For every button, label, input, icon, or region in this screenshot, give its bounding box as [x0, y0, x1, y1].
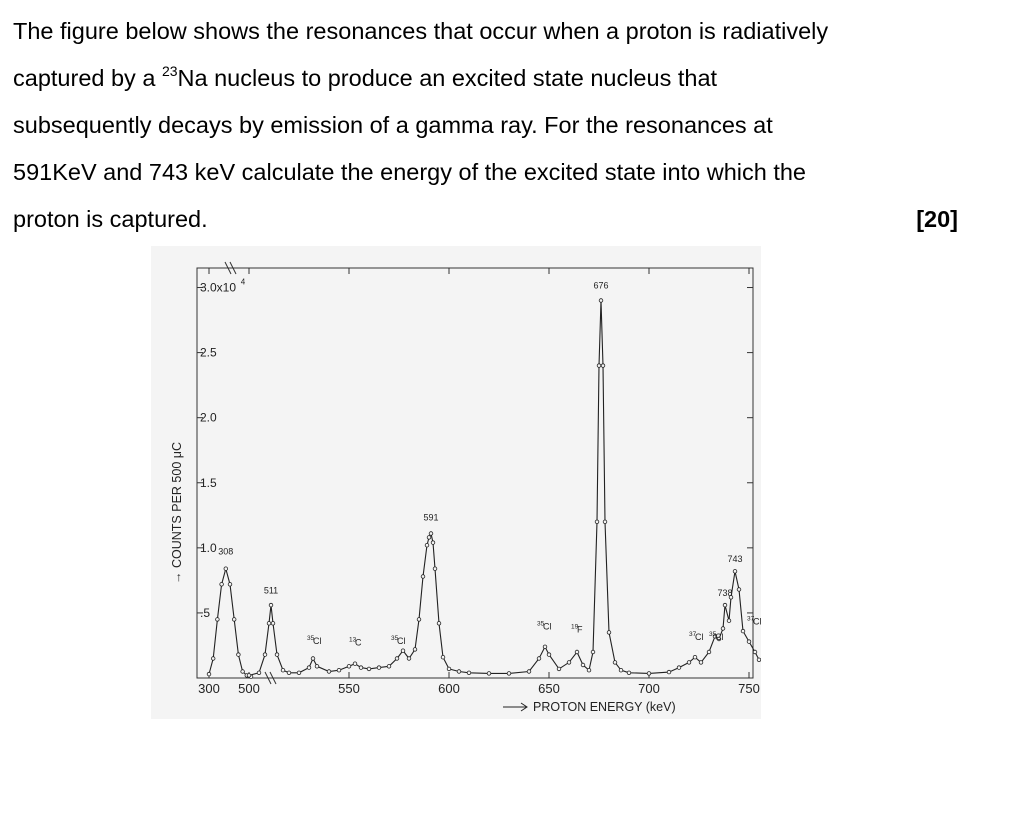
data-point — [599, 299, 603, 303]
contaminant-label: Cl — [715, 632, 724, 643]
contaminant-label-mass: 37 — [747, 615, 755, 623]
data-point — [467, 671, 471, 675]
data-point — [429, 532, 433, 536]
plot-frame — [197, 268, 753, 678]
mass-number-superscript: 23 — [161, 63, 178, 79]
data-point — [619, 668, 623, 672]
data-point — [401, 649, 405, 653]
data-point — [727, 619, 731, 623]
data-point — [707, 650, 711, 654]
data-point — [407, 657, 411, 661]
data-point — [687, 661, 691, 665]
data-point — [413, 648, 417, 652]
peak-label: 743 — [727, 554, 743, 565]
x-tick-label: 700 — [638, 681, 660, 696]
x-tick-label: 650 — [538, 681, 560, 696]
data-point — [601, 364, 605, 368]
data-point — [247, 674, 251, 678]
contaminant-label-mass: 35 — [307, 635, 315, 643]
data-point — [347, 665, 351, 669]
data-point — [607, 631, 611, 635]
question-line-2-pre: captured by a — [13, 65, 162, 91]
data-point — [367, 667, 371, 671]
data-point — [487, 672, 491, 676]
data-point — [337, 668, 341, 672]
data-point — [269, 603, 273, 607]
data-point — [359, 666, 363, 670]
question-line-1: The figure below shows the resonances that occur when a proton is radiatively — [13, 18, 829, 44]
data-point — [537, 657, 541, 661]
y-tick-label: 2.0 — [200, 410, 217, 425]
question-line-3: subsequently decays by emission of a gamma ray. For the resonances at — [13, 112, 773, 138]
data-point — [353, 662, 357, 666]
data-point — [677, 666, 681, 670]
contaminant-label: Cl — [543, 621, 552, 632]
peak-label: 591 — [423, 512, 439, 523]
data-point — [232, 618, 236, 622]
data-series-line — [249, 301, 759, 676]
data-point — [507, 672, 511, 676]
question-line-5 — [13, 196, 958, 243]
data-point — [437, 622, 441, 626]
data-point — [275, 653, 279, 657]
contaminant-label: C — [355, 637, 362, 648]
y-tick-label: 3.0x10 — [200, 280, 237, 295]
question-text — [13, 8, 958, 243]
data-point — [447, 667, 451, 671]
data-point — [753, 650, 757, 654]
data-point — [263, 653, 267, 657]
data-point — [441, 655, 445, 659]
data-point — [693, 655, 697, 659]
data-point — [311, 657, 315, 661]
contaminant-label-mass: 13 — [349, 636, 357, 644]
data-point — [591, 650, 595, 654]
data-point — [228, 583, 232, 587]
contaminant-label-mass: 19 — [571, 623, 579, 631]
data-point — [699, 661, 703, 665]
data-point — [581, 663, 585, 667]
data-point — [271, 622, 275, 626]
y-tick-label-sup: 4 — [240, 277, 246, 287]
resonance-figure — [151, 246, 761, 719]
data-point — [647, 672, 651, 676]
contaminant-label-mass: 35 — [709, 631, 717, 639]
data-point — [667, 670, 671, 674]
data-point — [543, 645, 547, 649]
contaminant-label-mass: 35 — [537, 620, 545, 628]
data-point — [603, 520, 607, 524]
data-point — [547, 653, 551, 657]
data-point — [597, 364, 601, 368]
y-axis-label: → COUNTS PER 500 μC — [170, 442, 184, 584]
contaminant-label-mass: 37 — [689, 631, 697, 639]
x-tick-label: 750 — [738, 681, 760, 696]
data-point — [627, 671, 631, 675]
question-line-5-text: proton is captured. — [13, 206, 208, 232]
data-point — [737, 588, 741, 592]
data-point — [741, 629, 745, 633]
data-point — [723, 603, 727, 607]
peak-label: 738 — [717, 587, 733, 598]
data-point — [431, 541, 435, 545]
data-point — [216, 618, 220, 622]
data-point — [527, 670, 531, 674]
data-point — [427, 536, 431, 540]
data-point — [315, 665, 319, 669]
x-axis-arrow — [503, 703, 527, 711]
peak-label: 308 — [218, 546, 234, 557]
question-line-2 — [13, 55, 958, 102]
contaminant-label-mass: 35 — [391, 635, 399, 643]
data-point — [257, 671, 261, 675]
contaminant-label: Cl — [753, 616, 761, 627]
data-point — [721, 627, 725, 631]
data-point — [587, 668, 591, 672]
data-point — [395, 657, 399, 661]
y-tick-label: 2.5 — [200, 345, 217, 360]
question-line-2-post: Na nucleus to produce an excited state nucleus that — [177, 65, 718, 91]
data-point — [417, 618, 421, 622]
peak-label: 676 — [593, 280, 609, 291]
data-point — [733, 570, 737, 574]
marks-label: [20] — [916, 206, 958, 232]
data-point — [207, 672, 211, 676]
data-point — [757, 658, 761, 662]
contaminant-label: Cl — [313, 636, 322, 647]
data-point — [224, 567, 228, 571]
contaminant-label: Cl — [397, 636, 406, 647]
data-point — [237, 653, 241, 657]
data-point — [457, 670, 461, 674]
data-point — [747, 640, 751, 644]
data-point — [595, 520, 599, 524]
data-point — [433, 567, 437, 571]
data-point — [575, 650, 579, 654]
data-point — [220, 583, 224, 587]
data-point — [287, 671, 291, 675]
data-point — [557, 667, 561, 671]
data-point — [613, 661, 617, 665]
x-axis-label: PROTON ENERGY (keV) — [533, 700, 676, 714]
data-point — [267, 622, 271, 626]
y-tick-label: 1.0 — [200, 540, 217, 555]
question-line-4: 591KeV and 743 keV calculate the energy of the excited state into which the — [13, 159, 806, 185]
data-point — [307, 666, 311, 670]
data-point — [297, 671, 301, 675]
resonance-chart — [151, 246, 761, 719]
x-tick-label: 550 — [338, 681, 360, 696]
data-point — [377, 666, 381, 670]
y-tick-label: .5 — [200, 605, 211, 620]
contaminant-label: Cl — [695, 632, 704, 643]
data-point — [241, 670, 245, 674]
x-tick-label: 300 — [198, 681, 220, 696]
contaminant-label: F — [577, 624, 583, 635]
data-point — [387, 665, 391, 669]
data-point — [425, 543, 429, 547]
data-point — [421, 575, 425, 579]
x-tick-label: 500 — [238, 681, 260, 696]
data-point — [567, 661, 571, 665]
data-point — [281, 668, 285, 672]
x-tick-label: 600 — [438, 681, 460, 696]
data-point — [211, 657, 215, 661]
y-tick-label: 1.5 — [200, 475, 217, 490]
peak-label: 511 — [263, 585, 279, 596]
data-point — [327, 670, 331, 674]
